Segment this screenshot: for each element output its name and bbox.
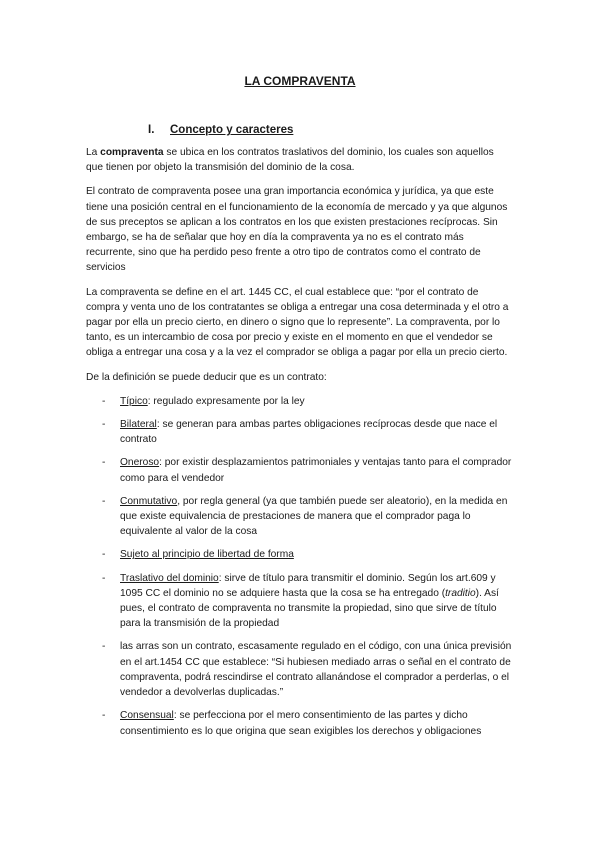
list-item-oneroso (86, 455, 512, 485)
paragraph-definition: La compraventa se define en el art. 1445 CC, el cual establece que: “por el contrato de compra y venta uno de los contratantes se obliga a entregar una cosa determinada y el otro a pagar por ella un precio cierto, en dinero o signo que lo represente”. La compraventa, por lo tanto, es un intercambio de cosa por precio y existe en el momento en que el vendedor se obliga a entregar una cosa y a la vez el comprador se obliga a pagar por ella un precio cierto. (86, 286, 509, 359)
paragraph-list-intro: De la definición se puede deducir que es un contrato: (86, 371, 327, 383)
desc-bilateral: : se generan para ambas partes obligaciones recíprocas desde que nace el contrato (120, 419, 498, 446)
list-item-tipico (86, 394, 512, 409)
paragraph-importance: El contrato de compraventa posee una gran importancia económica y jurídica, ya que este tiene una posición central en el funcionamiento de la economía de mercado y ya que algunos de sus preceptos se aplican a los contratos en los que existen prestaciones recíprocas. Sin embargo, se ha de señalar que hoy en día la compraventa ya no es el contrato más recurrente, sino que ha perdido peso frente a otro tipo de contratos como el contrato de servicios (86, 186, 508, 274)
bullet-dash: - (102, 419, 106, 431)
desc-traslativo-a: : sirve de título para transmitir el dominio. Según los art.609 y 1095 CC el dominio no se adquiere hasta que la cosa se ha entregado ( (120, 572, 496, 599)
term-consensual: Consensual (120, 710, 174, 722)
paragraph-intro-text-a: La (86, 147, 101, 158)
term-sujeto: Sujeto al principio de libertad de forma (120, 549, 294, 561)
desc-oneroso: : por existir desplazamientos patrimoniales y ventajas tanto para el comprador como para el vendedor (120, 457, 512, 484)
section-number: I. (148, 124, 155, 136)
desc-traslativo-b: ). Así pues, el contrato de compraventa no transmite la propiedad, sino que sirve de título para la transmisión de la propiedad (120, 587, 499, 630)
term-oneroso: Oneroso (120, 457, 160, 469)
desc-consensual: : se perfecciona por el mero consentimiento de las partes y dicho consentimiento es lo que origina que sean exigibles los derechos y obligaciones (120, 710, 482, 737)
list-item-consensual (86, 708, 512, 738)
bullet-dash: - (102, 572, 106, 584)
bullet-dash: - (102, 395, 106, 407)
bullet-dash: - (102, 549, 106, 561)
section-title: Concepto y caracteres (170, 124, 294, 136)
term-traslativo: Traslativo del dominio (120, 572, 219, 584)
desc-tipico: : regulado expresamente por la ley (147, 395, 305, 407)
section-heading (148, 124, 293, 136)
characteristics-list (86, 394, 512, 739)
list-item-bilateral (86, 417, 512, 447)
bullet-dash: - (102, 457, 106, 469)
term-bilateral: Bilateral (120, 419, 157, 431)
document-title: LA COMPRAVENTA (244, 74, 356, 88)
desc-traslativo-italic: traditio (445, 587, 476, 599)
desc-arras: las arras son un contrato, escasamente regulado en el código, con una única previsión en el art.1454 CC que establece: “Si hubiesen mediado arras o señal en el contrato de compraventa, podrá rescindirse el contrato allanándose el comprador a perderlas, o el vendedor a devolverlas duplicadas.” (120, 641, 512, 699)
list-item-sujeto (86, 547, 512, 562)
paragraph-intro (86, 145, 512, 175)
term-tipico: Típico (120, 395, 148, 407)
document-body (86, 145, 512, 747)
list-item-conmutativo (86, 494, 512, 540)
bullet-dash: - (102, 495, 106, 507)
bullet-dash: - (102, 710, 106, 722)
paragraph-intro-bold: compraventa (100, 147, 164, 158)
desc-conmutativo: , por regla general (ya que también puede ser aleatorio), en la medida en que existe equivalencia de prestaciones de manera que el comprador paga lo equivalente al valor de la cosa (120, 495, 508, 538)
bullet-dash: - (102, 641, 106, 653)
list-item-arras (86, 639, 512, 700)
list-item-traslativo (86, 571, 512, 632)
term-conmutativo: Conmutativo (120, 495, 178, 507)
paragraph-intro-text-c: se ubica en los contratos traslativos del dominio, los cuales son aquellos que tienen por objeto la transmisión del dominio de la cosa. (86, 147, 494, 174)
